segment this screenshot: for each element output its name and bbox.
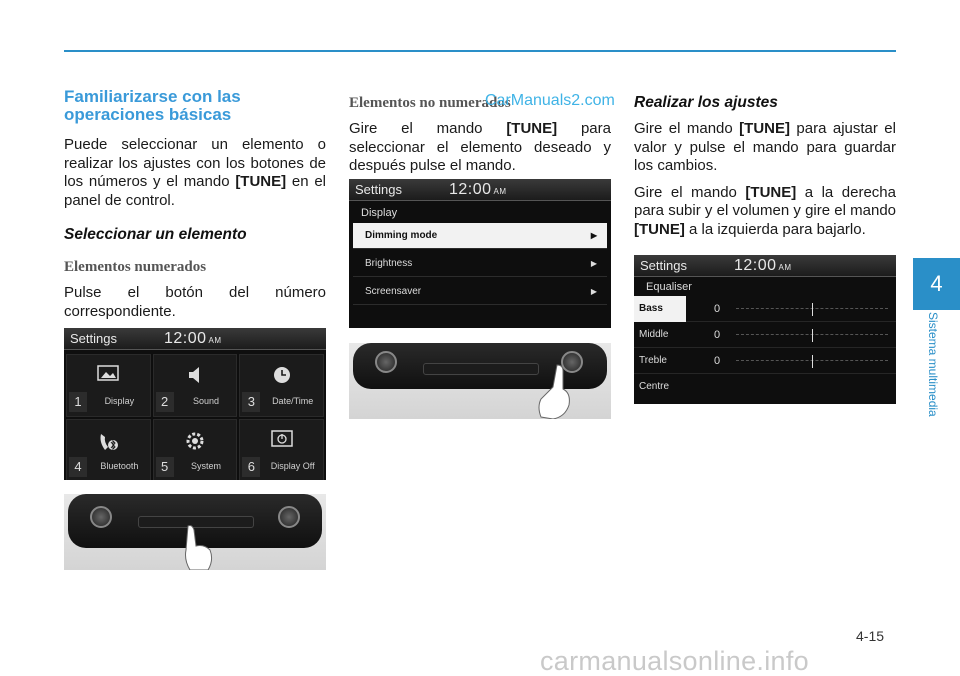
serif-heading: Elementos numerados (64, 259, 207, 275)
body-paragraph: Pulse el botón del número correspondiente. (64, 284, 326, 320)
finger-icon (535, 363, 575, 419)
screen-title-bar (64, 328, 326, 350)
menu-item-brightness[interactable]: Brightness ▶ (353, 251, 607, 277)
tile-bluetooth[interactable]: 4 Bluetooth (66, 419, 151, 480)
tile-date-time[interactable]: 3 Date/Time (239, 354, 324, 417)
chapter-label: Sistema multimedia (926, 312, 940, 417)
menu-item-screensaver[interactable]: Screensaver ▶ (353, 279, 607, 305)
screen-title-bar (349, 179, 611, 201)
top-rule (64, 50, 896, 52)
section-heading: Familiarizarse con las operaciones básicas (64, 87, 241, 124)
gear-icon (184, 430, 206, 457)
eq-row-treble[interactable]: Treble 0 (634, 348, 896, 374)
clock: 12:00 AM (734, 257, 792, 274)
chevron-right-icon: ▶ (590, 259, 597, 268)
speaker-icon (186, 365, 204, 390)
tile-sound[interactable]: 2 Sound (153, 354, 238, 417)
screen-title: Settings (355, 182, 402, 197)
column-1 (64, 88, 326, 321)
clock: 12:00 AM (164, 330, 222, 347)
eq-row-bass[interactable]: Bass 0 (634, 296, 896, 322)
clock-icon (272, 365, 292, 390)
tile-display[interactable]: 1 Display (66, 354, 151, 417)
body-paragraph: Gire el mando [TUNE] para seleccionar el elemento deseado y después pulse el mando. (349, 120, 611, 174)
menu-item-dimming-mode[interactable]: Dimming mode ▶ (353, 223, 607, 249)
paragraph-1: Gire el mando [TUNE] para ajustar el valor y pulse el mando para guardar los cambios. (634, 120, 896, 174)
screen-title: Settings (70, 331, 117, 346)
console-photo-numbered (64, 494, 326, 570)
footer-watermark: carmanualsonline.info (540, 646, 809, 676)
chapter-tab: 4 (913, 258, 960, 310)
screen-title: Settings (640, 258, 687, 273)
column-3 (634, 88, 896, 239)
settings-screen (64, 328, 326, 480)
slider-handle[interactable] (812, 355, 813, 368)
sub-heading: Seleccionar un elemento (64, 226, 247, 243)
display-icon (97, 365, 119, 388)
chevron-right-icon: ▶ (590, 287, 597, 296)
tile-system[interactable]: 5 System (153, 419, 238, 480)
screen-subtitle: Display (361, 207, 398, 219)
chevron-right-icon: ▶ (590, 231, 597, 240)
page-number: 4-15 (856, 628, 885, 644)
eq-row-middle[interactable]: Middle 0 (634, 322, 896, 348)
bluetooth-phone-icon (97, 430, 119, 459)
tile-display-off[interactable]: 6 Display Off (239, 419, 324, 480)
slider-handle[interactable] (812, 329, 813, 342)
clock: 12:00 AM (449, 181, 507, 198)
intro-paragraph: Puede seleccionar un elemento o realizar los ajustes con los botones de los números y el mando [TUNE] en el panel de control. (64, 136, 326, 209)
screen-title-bar (634, 255, 896, 277)
settings-grid (64, 354, 326, 480)
section-heading: Realizar los ajustes (634, 94, 778, 111)
paragraph-2: Gire el mando [TUNE] a la derecha para subir y el volumen y gire el mando [TUNE] a la izquierda para bajarlo. (634, 183, 896, 238)
eq-row-centre[interactable]: Centre (639, 381, 670, 392)
power-screen-icon (271, 430, 293, 455)
watermark: CarManuals2.com (485, 92, 615, 109)
console-photo-tune (349, 343, 611, 419)
equaliser-screen (634, 255, 896, 404)
display-screen (349, 179, 611, 328)
slider-handle[interactable] (812, 303, 813, 316)
screen-subtitle: Equaliser (646, 281, 692, 293)
serif-heading: Elementos no numerados (349, 95, 511, 111)
finger-icon (182, 524, 222, 570)
